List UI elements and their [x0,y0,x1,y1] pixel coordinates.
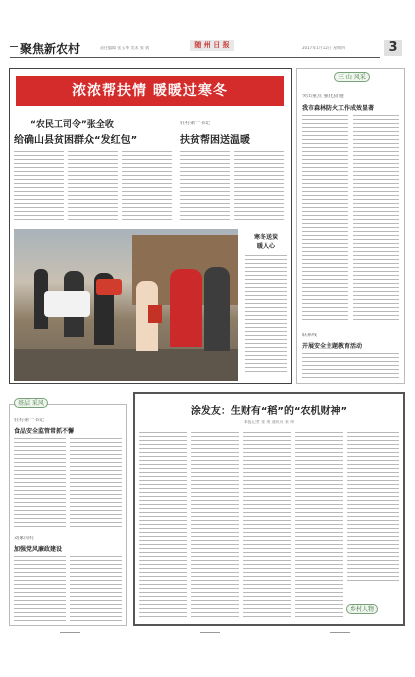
feature-body-col4 [295,432,343,620]
right-column2-body [302,353,399,379]
left-story2-kicker: 刘家岗村 [14,536,35,540]
right-column-body-b [353,115,399,320]
story1-body-col3 [122,151,172,221]
story1-body-col2 [68,151,118,221]
story2-kicker: 驻村第一书记 [180,121,211,125]
footer-divider [200,632,220,633]
right-column2-kicker: 联系线 [302,333,318,337]
banner-title: 浓浓帮扶情 暖暖过寒冬 [72,83,228,99]
side-story-body [245,255,287,375]
feature-body-col1 [139,432,187,620]
right-column-tag: 三 山 风采 [334,72,370,82]
feature-body-col2 [191,432,239,620]
section-title: 聚焦新农村 [20,42,81,56]
footer-divider [60,632,80,633]
story2-headline: 扶贫帮困送温暖 [180,135,250,146]
feature-body-col3 [243,432,291,620]
story1-headline: 给确山县贫困群众“发红包” [14,135,138,146]
left-story2-body-a [14,556,66,622]
left-story1-body-b [70,438,122,530]
masthead: 随 州 日 报 [190,40,234,51]
banner [16,76,284,106]
feature-body-col5 [347,432,399,582]
feature-headline: 涂发友：生财有“稻”的“农机财神” [190,406,348,417]
left-story1-kicker: 驻村第一书记 [14,418,45,422]
right-column2-headline: 开展安全主题教育活动 [302,343,363,350]
page-number: 3 [384,40,402,56]
feature-byline: 本报记者 张 勇 通讯员 张 伟 [243,420,295,424]
issue-date: 2017年1月12日 星期四 [302,46,346,50]
story1-kicker: “农民工司令”张全收 [30,120,114,130]
section-editor: 责任编辑 张玉华 美术 张 倩 [100,46,150,50]
left-story2-headline: 加强党风廉政建设 [14,546,63,553]
right-column-kicker: 突出重点 强化措施 [302,94,344,98]
story2-body-col1 [180,151,230,221]
page-header [10,40,405,62]
story1-body-col1 [14,151,64,221]
lower-left-tag: 基层 采风 [14,398,48,408]
left-story1-body-a [14,438,66,530]
story2-body-col2 [234,151,284,221]
feature-tag: 乡村人物 [346,604,378,614]
news-photo [14,229,238,381]
right-column-headline: 我市森林防火工作成效显著 [302,105,375,112]
side-story-title: 寒冬送炭 暖人心 [253,234,278,250]
footer-divider [330,632,350,633]
left-story1-headline: 食品安全监管常抓不懈 [14,428,75,435]
right-column-body-a [302,115,348,320]
left-story2-body-b [70,556,122,622]
